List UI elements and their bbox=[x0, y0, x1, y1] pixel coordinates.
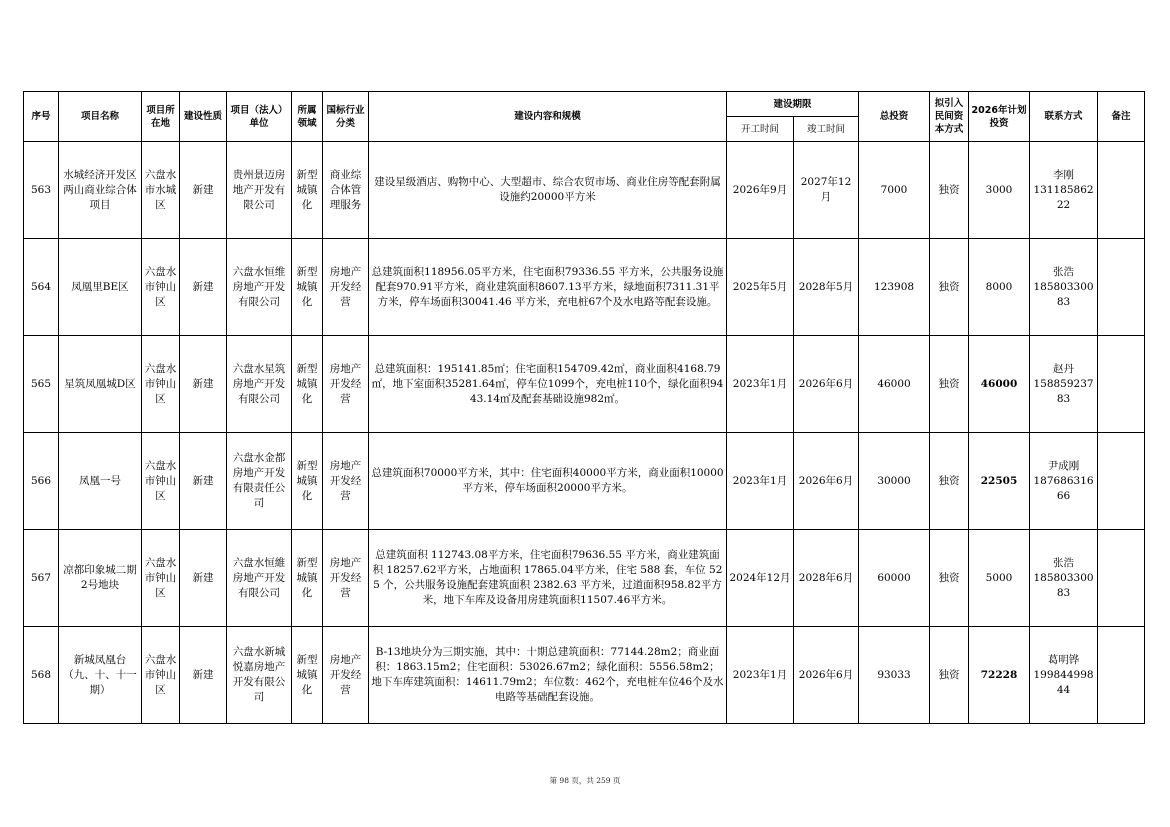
cell-content: 建设星级酒店、购物中心、大型超市、综合农贸市场、商业住房等配套附属设施约20000平方米 bbox=[369, 142, 727, 239]
cell-private: 独资 bbox=[930, 627, 969, 724]
cell-field: 新型城镇化 bbox=[292, 336, 323, 433]
table-row bbox=[24, 142, 1145, 239]
header-total: 总投资 bbox=[859, 92, 930, 142]
cell-field: 新型城镇化 bbox=[292, 530, 323, 627]
cell-field: 新型城镇化 bbox=[292, 627, 323, 724]
cell-content: 总建筑面积70000平方米，其中：住宅面积40000平方米，商业面积10000平方米，停车场面积20000平方米。 bbox=[369, 433, 727, 530]
cell-start: 2023年1月 bbox=[727, 433, 794, 530]
header-seq: 序号 bbox=[24, 92, 59, 142]
contact-name: 葛明铧 bbox=[1047, 653, 1080, 666]
cell-remark bbox=[1098, 142, 1145, 239]
cell-start: 2023年1月 bbox=[727, 627, 794, 724]
page-footer: 第 98 页，共 259 页 bbox=[549, 776, 621, 785]
header-remark: 备注 bbox=[1098, 92, 1145, 142]
cell-contact bbox=[1030, 239, 1098, 336]
cell-remark bbox=[1098, 239, 1145, 336]
cell-nature: 新建 bbox=[180, 239, 227, 336]
cell-unit: 六盘水星筑房地产开发有限公司 bbox=[227, 336, 292, 433]
cell-remark bbox=[1098, 530, 1145, 627]
cell-seq: 568 bbox=[24, 627, 59, 724]
cell-seq: 564 bbox=[24, 239, 59, 336]
header-field: 所属领域 bbox=[292, 92, 323, 142]
cell-name: 凤凰里BE区 bbox=[59, 239, 142, 336]
header-end: 竣工时间 bbox=[794, 117, 859, 142]
cell-plan: 3000 bbox=[969, 142, 1030, 239]
cell-contact bbox=[1030, 530, 1098, 627]
table-row bbox=[24, 433, 1145, 530]
cell-seq: 567 bbox=[24, 530, 59, 627]
cell-seq: 565 bbox=[24, 336, 59, 433]
table-row bbox=[24, 239, 1145, 336]
header-start: 开工时间 bbox=[727, 117, 794, 142]
cell-start: 2024年12月 bbox=[727, 530, 794, 627]
cell-total: 30000 bbox=[859, 433, 930, 530]
cell-plan: 8000 bbox=[969, 239, 1030, 336]
cell-unit: 六盘水新城悦嘉房地产开发有限公司 bbox=[227, 627, 292, 724]
cell-name: 凉都印象城二期2号地块 bbox=[59, 530, 142, 627]
cell-end: 2028年5月 bbox=[794, 239, 859, 336]
header-private: 拟引入民间资本方式 bbox=[930, 92, 969, 142]
contact-phone: 18580330083 bbox=[1033, 571, 1094, 599]
header-content: 建设内容和规模 bbox=[369, 92, 727, 142]
contact-name: 张浩 bbox=[1053, 556, 1075, 569]
cell-industry: 房地产开发经营 bbox=[323, 530, 369, 627]
cell-plan: 46000 bbox=[969, 336, 1030, 433]
cell-total: 123908 bbox=[859, 239, 930, 336]
contact-phone: 19984499844 bbox=[1033, 668, 1094, 696]
header-location: 项目所在地 bbox=[142, 92, 180, 142]
cell-unit: 六盘水恒维房地产开发有限公司 bbox=[227, 239, 292, 336]
table-row bbox=[24, 530, 1145, 627]
cell-total: 46000 bbox=[859, 336, 930, 433]
contact-phone: 18580330083 bbox=[1033, 280, 1094, 308]
cell-private: 独资 bbox=[930, 239, 969, 336]
cell-nature: 新建 bbox=[180, 627, 227, 724]
header-name: 项目名称 bbox=[59, 92, 142, 142]
cell-location: 六盘水市钟山区 bbox=[142, 336, 180, 433]
contact-name: 赵丹 bbox=[1053, 362, 1075, 375]
contact-phone: 18768631666 bbox=[1033, 474, 1094, 502]
cell-contact bbox=[1030, 433, 1098, 530]
header-nature: 建设性质 bbox=[180, 92, 227, 142]
cell-end: 2026年6月 bbox=[794, 627, 859, 724]
cell-private: 独资 bbox=[930, 142, 969, 239]
cell-name: 凤凰一号 bbox=[59, 433, 142, 530]
header-industry: 国标行业分类 bbox=[323, 92, 369, 142]
cell-unit: 六盘水恒維房地产开发有限公司 bbox=[227, 530, 292, 627]
cell-field: 新型城镇化 bbox=[292, 433, 323, 530]
cell-remark bbox=[1098, 336, 1145, 433]
cell-field: 新型城镇化 bbox=[292, 239, 323, 336]
header-unit: 项目（法人）单位 bbox=[227, 92, 292, 142]
cell-contact bbox=[1030, 627, 1098, 724]
cell-nature: 新建 bbox=[180, 142, 227, 239]
header-period: 建设期限 bbox=[727, 92, 859, 117]
cell-industry: 商业综合体管理服务 bbox=[323, 142, 369, 239]
contact-phone: 13118586222 bbox=[1033, 183, 1094, 211]
cell-content: B-13地块分为三期实施，其中：十期总建筑面积：77144.28m2；商业面积：1863.15m2；住宅面积：53026.67m2；绿化面积：5556.58m2；地下车库建筑面积：14611.79m2；车位数：462个，充电桩车位46个及水电路等基础配套设施。 bbox=[369, 627, 727, 724]
contact-name: 张浩 bbox=[1053, 265, 1075, 278]
cell-contact bbox=[1030, 336, 1098, 433]
cell-location: 六盘水市钟山区 bbox=[142, 530, 180, 627]
cell-plan: 22505 bbox=[969, 433, 1030, 530]
cell-nature: 新建 bbox=[180, 433, 227, 530]
cell-remark bbox=[1098, 627, 1145, 724]
cell-field: 新型城镇化 bbox=[292, 142, 323, 239]
cell-contact bbox=[1030, 142, 1098, 239]
header-contact: 联系方式 bbox=[1030, 92, 1098, 142]
cell-name: 水城经济开发区两山商业综合体项目 bbox=[59, 142, 142, 239]
cell-total: 7000 bbox=[859, 142, 930, 239]
cell-location: 六盘水市钟山区 bbox=[142, 239, 180, 336]
cell-private: 独资 bbox=[930, 530, 969, 627]
cell-total: 60000 bbox=[859, 530, 930, 627]
cell-end: 2026年6月 bbox=[794, 336, 859, 433]
cell-content: 总建筑面积：195141.85㎡；住宅面积154709.42㎡，商业面积4168.79㎡，地下室面积35281.64㎡，停车位1099个，充电桩110个，绿化面积9443.14㎡及配套基础设施982㎡。 bbox=[369, 336, 727, 433]
table-row bbox=[24, 627, 1145, 724]
cell-content: 总建筑面积 112743.08平方米，住宅面积79636.55 平方米，商业建筑面积 18257.62平方米，占地面积 17865.04平方米，住宅 588 套，车位 525 个，公共服务设施配套建筑面积 2382.63 平方米，过道面积958.82平方米，地下车库及设备用房建筑面积11507.46平方米。 bbox=[369, 530, 727, 627]
table-row bbox=[24, 336, 1145, 433]
cell-start: 2025年5月 bbox=[727, 239, 794, 336]
cell-end: 2027年12月 bbox=[794, 142, 859, 239]
cell-industry: 房地产开发经营 bbox=[323, 627, 369, 724]
cell-seq: 566 bbox=[24, 433, 59, 530]
cell-seq: 563 bbox=[24, 142, 59, 239]
cell-start: 2023年1月 bbox=[727, 336, 794, 433]
cell-remark bbox=[1098, 433, 1145, 530]
contact-phone: 15885923783 bbox=[1033, 377, 1094, 405]
cell-end: 2026年6月 bbox=[794, 433, 859, 530]
cell-private: 独资 bbox=[930, 433, 969, 530]
cell-nature: 新建 bbox=[180, 336, 227, 433]
cell-plan: 72228 bbox=[969, 627, 1030, 724]
cell-industry: 房地产开发经营 bbox=[323, 239, 369, 336]
cell-private: 独资 bbox=[930, 336, 969, 433]
cell-location: 六盘水市钟山区 bbox=[142, 433, 180, 530]
cell-nature: 新建 bbox=[180, 530, 227, 627]
cell-name: 星筑凤凰城D区 bbox=[59, 336, 142, 433]
cell-end: 2028年6月 bbox=[794, 530, 859, 627]
cell-content: 总建筑面积118956.05平方米，住宅面积79336.55 平方米，公共服务设施配套970.91平方米，商业建筑面积8607.13平方米，绿地面积7311.31平方米，停车场面积30041.46 平方米，充电桩67个及水电路等配套设施。 bbox=[369, 239, 727, 336]
cell-plan: 5000 bbox=[969, 530, 1030, 627]
cell-total: 93033 bbox=[859, 627, 930, 724]
cell-start: 2026年9月 bbox=[727, 142, 794, 239]
cell-location: 六盘水市钟山区 bbox=[142, 627, 180, 724]
contact-name: 尹成刚 bbox=[1047, 459, 1080, 472]
cell-unit: 六盘水金都房地产开发有限责任公司 bbox=[227, 433, 292, 530]
cell-unit: 贵州景迈房地产开发有限公司 bbox=[227, 142, 292, 239]
project-table bbox=[23, 91, 1145, 724]
cell-name: 新城凤凰台（九、十、十一期） bbox=[59, 627, 142, 724]
cell-industry: 房地产开发经营 bbox=[323, 336, 369, 433]
cell-industry: 房地产开发经营 bbox=[323, 433, 369, 530]
cell-location: 六盘水市水城区 bbox=[142, 142, 180, 239]
contact-name: 李刚 bbox=[1053, 168, 1075, 181]
header-plan: 2026年计划投资 bbox=[969, 92, 1030, 142]
